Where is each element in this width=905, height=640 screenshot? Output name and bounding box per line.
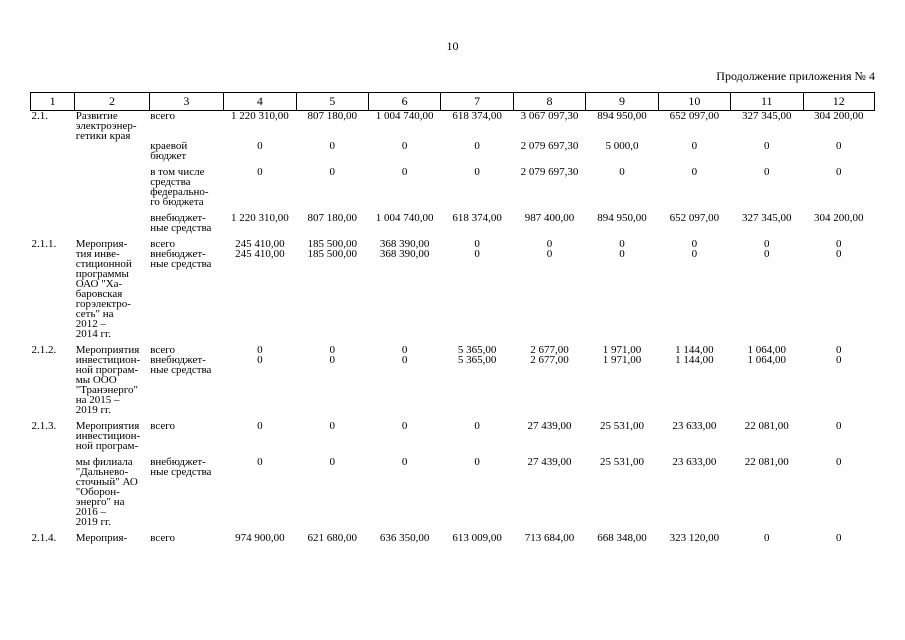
- table-body: [31, 111, 875, 544]
- row-funding-source: в том числе средства федерально- го бюджета: [150, 166, 209, 208]
- row-value: 0: [764, 238, 770, 250]
- table-row: [31, 339, 875, 355]
- row-value: 0: [836, 420, 842, 432]
- row-funding-source: внебюджет- ные средства: [150, 456, 212, 478]
- row-code: 2.1.4.: [31, 532, 57, 544]
- table-row: [31, 415, 875, 451]
- row-value: 327 345,00: [742, 212, 792, 224]
- row-value: 1 064,00: [747, 354, 787, 366]
- column-header: 5: [296, 93, 368, 111]
- row-name: [75, 141, 149, 161]
- row-value: 807 180,00: [307, 110, 357, 122]
- row-name: тия инве- стиционной программы ОАО "Ха- баровская горэлектро- сеть" на 2012 – 2014 гг.: [75, 248, 132, 340]
- row-value: 0: [764, 166, 770, 178]
- column-header: 2: [75, 93, 149, 111]
- table-row: [31, 527, 875, 543]
- row-value: 613 009,00: [452, 532, 502, 544]
- row-name: [75, 161, 149, 207]
- row-value: 5 000,0: [605, 140, 639, 152]
- row-value: 0: [329, 420, 335, 432]
- row-value: 0: [474, 166, 480, 178]
- column-header: 10: [658, 93, 730, 111]
- row-value: 807 180,00: [307, 212, 357, 224]
- row-value: 27 439,00: [527, 420, 572, 432]
- row-code: [31, 355, 75, 415]
- table-row: [31, 233, 875, 249]
- row-value: 0: [257, 354, 263, 366]
- row-value: 304 200,00: [814, 110, 864, 122]
- row-value: 0: [619, 248, 625, 260]
- row-name: Развитие электроэнер- гетики края: [75, 110, 137, 142]
- row-value: 0: [474, 248, 480, 260]
- row-value: 1 220 310,00: [230, 212, 289, 224]
- row-value: 0: [764, 532, 770, 544]
- row-value: 621 680,00: [307, 532, 357, 544]
- row-value: 0: [836, 238, 842, 250]
- row-value: 0: [691, 248, 698, 260]
- row-value: 636 350,00: [379, 532, 430, 544]
- table-row: [31, 249, 875, 339]
- continuation-label: Продолжение приложения № 4: [716, 69, 875, 83]
- row-value: 2 079 697,30: [520, 166, 579, 178]
- row-value: 0: [836, 140, 842, 152]
- row-value: 185 500,00: [307, 248, 357, 260]
- header-row: [31, 93, 875, 111]
- row-value: 1 144,00: [675, 354, 714, 366]
- row-code: 2.1.1.: [31, 238, 57, 250]
- row-funding-source: всего: [150, 420, 175, 432]
- row-value: 0: [474, 456, 480, 468]
- row-value: 1 220 310,00: [230, 110, 289, 122]
- row-value: 22 081,00: [744, 420, 789, 432]
- row-value: 0: [836, 456, 842, 468]
- row-code: [31, 141, 75, 161]
- row-value: 618 374,00: [452, 212, 502, 224]
- row-value: 323 120,00: [669, 532, 720, 544]
- row-code: [31, 161, 75, 207]
- page-number: 10: [446, 39, 459, 53]
- row-value: 0: [329, 166, 335, 178]
- row-value: 368 390,00: [379, 238, 430, 250]
- row-value: 0: [329, 456, 335, 468]
- row-value: 0: [474, 420, 480, 432]
- row-code: [31, 207, 75, 233]
- row-value: 0: [691, 166, 698, 178]
- row-value: 0: [691, 238, 698, 250]
- row-value: 5 365,00: [457, 344, 497, 356]
- row-value: 0: [474, 140, 480, 152]
- row-value: 368 390,00: [379, 248, 430, 260]
- column-header: 12: [803, 93, 875, 111]
- row-value: 23 633,00: [672, 420, 717, 432]
- budget-table: [30, 92, 875, 543]
- column-header: 1: [31, 93, 75, 111]
- row-funding-source: всего: [150, 238, 175, 250]
- row-funding-source: краевой бюджет: [150, 140, 188, 162]
- row-value: 0: [329, 140, 335, 152]
- row-value: 713 684,00: [524, 532, 575, 544]
- row-value: 0: [619, 166, 625, 178]
- row-name: инвестицион- ной програм- мы ООО "Транэнерго" на 2015 – 2019 гг.: [75, 354, 141, 416]
- table-row: [31, 111, 875, 142]
- row-funding-source: внебюджет- ные средства: [150, 248, 212, 270]
- row-name: Мероприятия: [75, 344, 140, 356]
- row-value: 2 677,00: [530, 354, 569, 366]
- row-value: 0: [619, 238, 625, 250]
- row-value: 0: [401, 354, 408, 366]
- column-header: 9: [586, 93, 658, 111]
- row-value: 0: [257, 420, 263, 432]
- row-value: 22 081,00: [744, 456, 789, 468]
- row-value: 0: [401, 140, 408, 152]
- row-value: 0: [257, 166, 263, 178]
- table-row: [31, 141, 875, 161]
- row-value: 0: [257, 456, 263, 468]
- row-value: 0: [836, 166, 842, 178]
- row-value: 894 950,00: [597, 110, 647, 122]
- row-value: 1 064,00: [747, 344, 787, 356]
- column-header: 7: [441, 93, 513, 111]
- row-code: [31, 249, 75, 339]
- column-header: 8: [513, 93, 585, 111]
- row-value: 652 097,00: [669, 110, 720, 122]
- column-header: 11: [731, 93, 803, 111]
- row-funding-source: внебюджет- ные средства: [150, 354, 212, 376]
- row-value: 0: [546, 238, 553, 250]
- row-code: 2.1.2.: [31, 344, 57, 356]
- row-value: 0: [329, 344, 335, 356]
- row-value: 0: [836, 248, 842, 260]
- row-value: 1 971,00: [602, 354, 642, 366]
- table-row: [31, 207, 875, 233]
- row-value: 0: [836, 532, 842, 544]
- row-value: 1 004 740,00: [375, 212, 434, 224]
- row-name: Мероприятия инвестицион- ной програм-: [75, 420, 141, 452]
- column-header: 4: [224, 93, 296, 111]
- row-value: 652 097,00: [669, 212, 720, 224]
- row-value: 1 004 740,00: [375, 110, 434, 122]
- row-value: 0: [764, 140, 770, 152]
- row-value: 0: [764, 248, 770, 260]
- row-code: 2.1.3.: [31, 420, 57, 432]
- row-value: 245 410,00: [235, 248, 285, 260]
- row-value: 0: [401, 420, 408, 432]
- column-header: 6: [368, 93, 440, 111]
- row-value: 3 067 097,30: [520, 110, 579, 122]
- row-funding-source: всего: [150, 110, 175, 122]
- row-name: [75, 207, 149, 233]
- row-value: 25 531,00: [599, 456, 644, 468]
- row-funding-source: всего: [150, 532, 175, 544]
- row-value: 245 410,00: [235, 238, 285, 250]
- row-value: 987 400,00: [524, 212, 575, 224]
- row-value: 0: [836, 354, 842, 366]
- row-name: мы филиала "Дальнево- сточный" АО "Оборон- энерго" на 2016 – 2019 гг.: [75, 456, 138, 528]
- row-value: 0: [691, 140, 698, 152]
- row-value: 25 531,00: [599, 420, 644, 432]
- row-value: 0: [401, 166, 408, 178]
- table-row: [31, 355, 875, 415]
- row-value: 23 633,00: [672, 456, 717, 468]
- row-value: 618 374,00: [452, 110, 502, 122]
- row-funding-source: всего: [150, 344, 175, 356]
- row-value: 894 950,00: [597, 212, 647, 224]
- row-value: 0: [329, 354, 335, 366]
- column-header: 3: [149, 93, 223, 111]
- row-value: 0: [474, 238, 480, 250]
- row-value: 5 365,00: [457, 354, 497, 366]
- row-code: 2.1.: [31, 110, 48, 122]
- row-funding-source: внебюджет- ные средства: [150, 212, 212, 234]
- row-value: 27 439,00: [527, 456, 572, 468]
- row-value: 668 348,00: [597, 532, 647, 544]
- row-name: Мероприя-: [75, 238, 128, 250]
- row-value: 327 345,00: [742, 110, 792, 122]
- row-value: 974 900,00: [235, 532, 285, 544]
- row-name: Мероприя-: [75, 532, 128, 544]
- row-value: 304 200,00: [814, 212, 864, 224]
- row-value: 185 500,00: [307, 238, 357, 250]
- row-value: 1 144,00: [675, 344, 714, 356]
- row-value: 1 971,00: [602, 344, 642, 356]
- row-value: 0: [257, 140, 263, 152]
- row-value: 0: [401, 344, 408, 356]
- row-value: 2 079 697,30: [520, 140, 579, 152]
- row-value: 0: [257, 344, 263, 356]
- row-value: 2 677,00: [530, 344, 569, 356]
- table-row: [31, 161, 875, 207]
- row-code: [31, 451, 75, 527]
- row-value: 0: [546, 248, 553, 260]
- table-row: [31, 451, 875, 527]
- row-value: 0: [836, 344, 842, 356]
- row-value: 0: [401, 456, 408, 468]
